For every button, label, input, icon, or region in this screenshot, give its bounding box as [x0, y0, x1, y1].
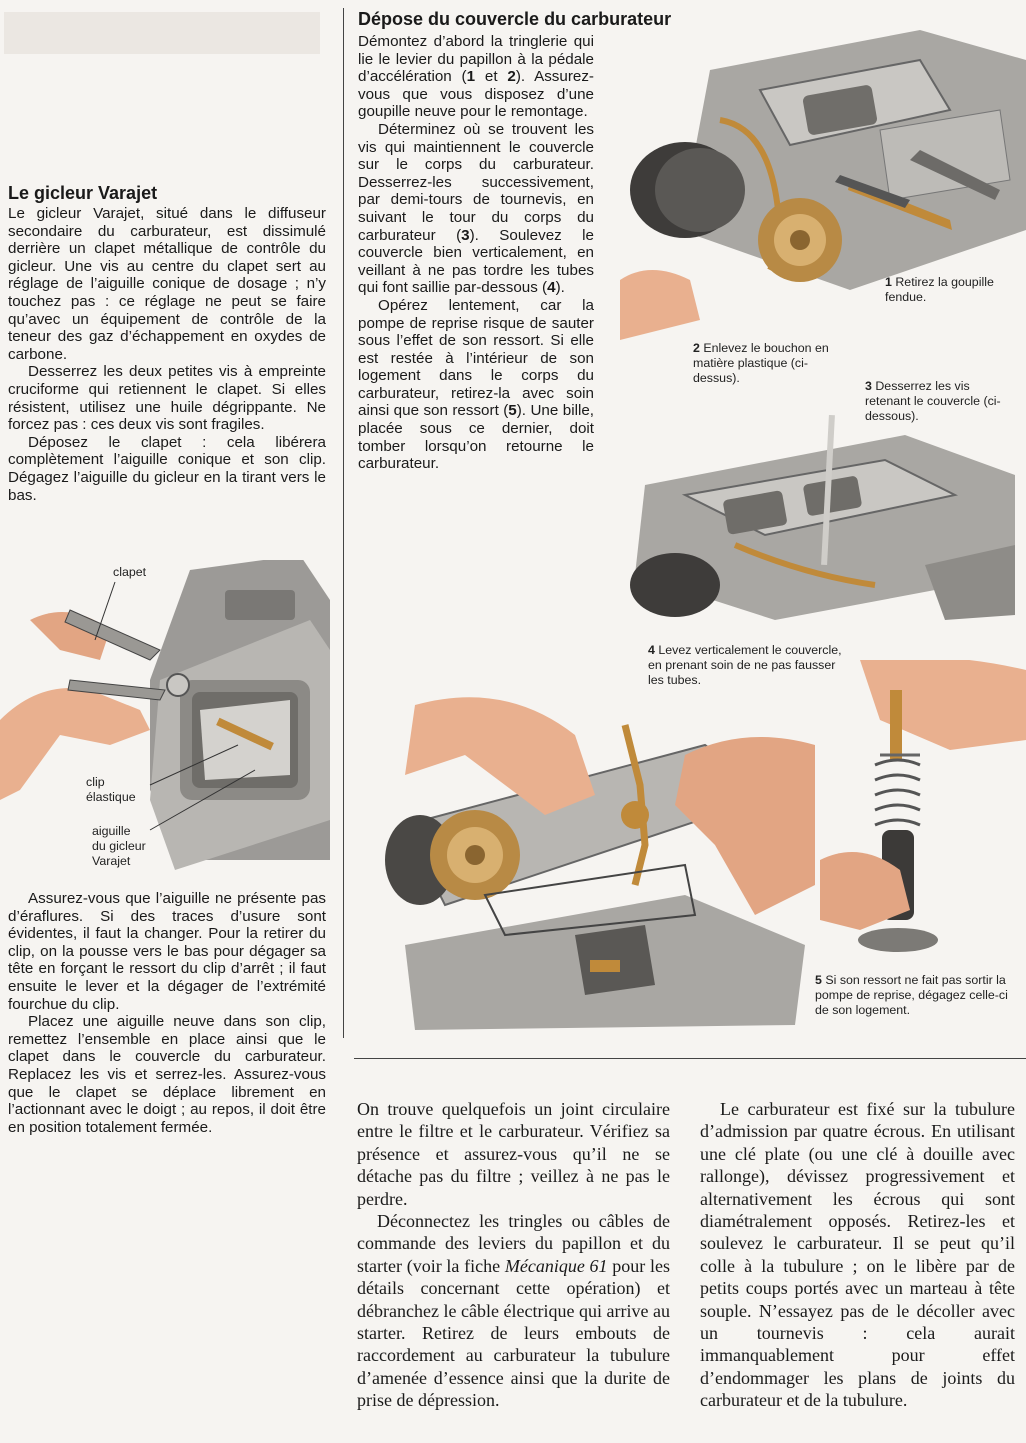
- label-clip-line2: élastique: [86, 790, 136, 804]
- illustration-step-5: [820, 660, 1026, 965]
- label-aiguille-line3: Varajet: [92, 854, 131, 868]
- bottom-column-1: [357, 1098, 670, 1412]
- label-clip-line1: clip: [86, 775, 105, 789]
- label-aiguille-line2: du gicleur: [92, 839, 146, 853]
- section-title-varajet: Le gicleur Varajet: [8, 183, 158, 203]
- column-divider: [343, 8, 344, 1038]
- caption-number: 2: [693, 341, 700, 355]
- label-clip: [86, 775, 136, 805]
- paragraph: Déconnectez les tringles ou câbles de commande des leviers du papillon et du starter (voir la fiche Mécanique 61 pour les détails concernant cette opération) et débranchez le câble électrique qui arrive au starter. Retirez de leurs embouts de raccordement au carburateur la tubulure d’amenée d’essence ainsi que la durite de prise de dépression.: [357, 1211, 670, 1411]
- couvercle-text: [358, 33, 594, 473]
- paragraph: Assurez-vous que l’aiguille ne présente pas d’éraflures. Si des traces d’usure sont évidentes, il faut la changer. Pour la retirer du clip, on la pousse vers le bas pour dégager sa tête en forçant le ressort du clip d’arrêt ; il faut ensuite le lever et la dégager de l’extrémité fourchue du clip.: [8, 890, 326, 1013]
- section-title-couvercle: Dépose du couvercle du carburateur: [358, 9, 672, 29]
- accelerator-pump-drawing: [820, 660, 1026, 965]
- caption-5: [815, 973, 1015, 1019]
- paragraph: Déterminez où se trouvent les vis qui maintiennent le couvercle sur le corps du carburateur. Desserrez-les successivement, par demi-tours de tournevis, en suivant le tour du corps du carburateur (3). Soulevez le couvercle bien verticalement, en veillant à ne pas tordre les tubes qui font saillie par-dessous (4).: [358, 120, 594, 297]
- paragraph: Le gicleur Varajet, situé dans le diffuseur secondaire du carburateur, est dissimulé derrière un clapet métallique de contrôle du gicleur. Une vis au centre du clapet sert au réglage de l’aiguille conique de dosage ; n’y touchez pas : ce réglage ne peut se faire qu’avec un équipement de contrôle de la teneur des gaz d’échappement en oxydes de carbone.: [8, 205, 326, 363]
- paragraph: Desserrez les deux petites vis à empreinte cruciforme qui retiennent le clapet. Si elles résistent, utilisez une huile dégrippante. Ne forcez pas : ces deux vis sont fragiles.: [8, 363, 326, 434]
- paragraph: Le carburateur est fixé sur la tubulure d’admission par quatre écrous. En utilisant une clé plate (ou une clé à douille avec rallonge), dévissez progressivement et alternativement les écrous qui sont diamétralement opposés. Retirez-les et soulevez le carburateur. Il se peut qu’il colle à la tubulure ; on le libère par de petits coups portés avec un marteau à tête souple. N’essayez pas de le décoller avec un tournevis : cela aurait immanquablement pour effet d’endommager les plans de joints du carburateur et de la tubulure.: [700, 1099, 1015, 1411]
- label-clapet: clapet: [113, 565, 147, 579]
- caption-text: Retirez la goupille fendue.: [885, 275, 994, 305]
- paragraph: Opérez lentement, car la pompe de reprise risque de sauter sous l’effet de son ressort. Si elle est restée à l’intérieur de son logement dans le corps du carburateur, retirez-la avec soin ainsi que son ressort (5). Une bille, placée sous ce dernier, doit tomber lorsqu’on retourne le carburateur.: [358, 296, 594, 473]
- paragraph: Démontez d’abord la tringlerie qui lie le levier du papillon à la pédale d’accélération (1 et 2). Assurez-vous que vous disposez d’une goupille neuve pour le remontage.: [358, 33, 594, 121]
- bottom-column-2: [700, 1098, 1015, 1412]
- caption-2: [693, 341, 843, 387]
- paragraph: Déposez le clapet : cela libérera complètement l’aiguille conique et son clip. Dégagez l’aiguille du gicleur en la tirant vers le bas.: [8, 433, 326, 504]
- bottom-rule: [354, 1058, 1026, 1059]
- caption-text: Levez verticalement le couvercle, en prenant soin de ne pas fausser les tubes.: [648, 643, 842, 688]
- spring-drawing: [875, 760, 920, 825]
- lifting-cover-drawing: [385, 685, 815, 1035]
- illustration-step-4: [385, 685, 815, 1035]
- carburetor-cover-drawing: [625, 415, 1026, 620]
- label-aiguille-line1: aiguille: [92, 824, 131, 838]
- label-aiguille: [92, 824, 146, 869]
- varajet-drawing: [0, 560, 330, 880]
- varajet-text-bottom: [8, 890, 326, 1136]
- caption-number: 4: [648, 643, 655, 657]
- caption-number: 3: [865, 379, 872, 393]
- caption-text: Desserrez les vis retenant le couvercle (ci-dessous).: [865, 379, 1001, 424]
- illustration-step-3: [625, 415, 1026, 620]
- caption-1: [885, 275, 1020, 305]
- caption-number: 1: [885, 275, 892, 289]
- caption-number: 5: [815, 973, 822, 987]
- caption-text: Enlevez le bouchon en matière plastique (ci-dessus).: [693, 341, 829, 386]
- paragraph: On trouve quelquefois un joint circulaire entre le filtre et le carburateur. Vérifiez sa présence et assurez-vous qu’il ne se détache pas du filtre ; veillez à ne pas le perdre.: [357, 1099, 670, 1209]
- varajet-text-top: [8, 205, 326, 504]
- background-header-ghost: [4, 12, 320, 54]
- caption-text: Si son ressort ne fait pas sortir la pompe de reprise, dégagez celle-ci de son logement.: [815, 973, 1008, 1018]
- paragraph: Placez une aiguille neuve dans son clip, remettez l’ensemble en place ainsi que le clapet dans le couvercle du carburateur. Replacez les vis et serrez-les. Assurez-vous que le clapet se déplace librement en l’actionnant avec le doigt ; au repos, il doit être en position totalement fermée.: [8, 1013, 326, 1136]
- varajet-illustration: [0, 560, 330, 880]
